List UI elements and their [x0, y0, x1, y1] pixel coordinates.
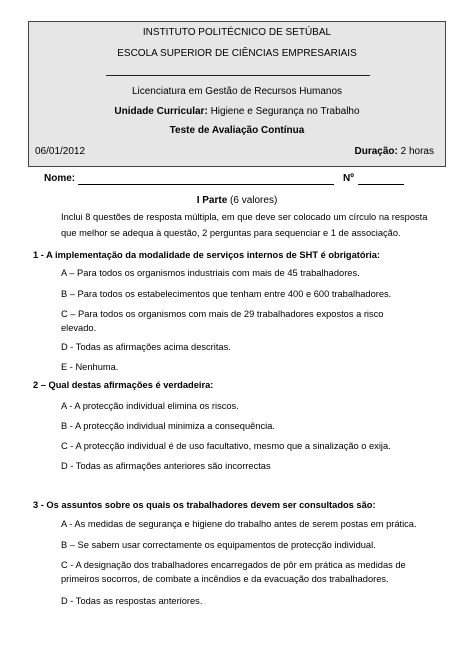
question-3-option-b[interactable]: B – Se sabem usar correctamente os equipamentos de protecção individual.: [61, 540, 376, 550]
question-3-option-a[interactable]: A - As medidas de segurança e higiene do trabalho antes de serem postas em prática.: [61, 519, 417, 529]
course-unit-label: Unidade Curricular:: [114, 106, 208, 117]
number-label: Nº: [343, 173, 354, 184]
question-1-option-e[interactable]: E - Nenhuma.: [61, 362, 119, 372]
school-name: ESCOLA SUPERIOR DE CIÊNCIAS EMPRESARIAIS: [117, 48, 357, 59]
part-title-label: I Parte: [196, 195, 228, 206]
intro-line-2: que melhor se adequa à questão, 2 perguntas para sequenciar e 1 de associação.: [61, 228, 401, 238]
question-1-option-c-line-1: C – Para todos os organismos com mais de 29 trabalhadores expostos a risco: [61, 309, 384, 319]
exam-date: 06/01/2012: [35, 146, 86, 157]
question-3-text: 3 - Os assuntos sobre os quais os trabalhadores devem ser consultados são:: [33, 500, 376, 510]
course-unit: [0, 106, 474, 117]
question-1-option-d[interactable]: D - Todas as afirmações acima descritas.: [61, 342, 231, 352]
part-title: [0, 195, 474, 206]
institution-name: INSTITUTO POLITÉCNICO DE SETÚBAL: [142, 27, 332, 38]
question-1-option-a[interactable]: A – Para todos os organismos industriais com mais de 45 trabalhadores.: [61, 268, 360, 278]
question-2-option-b[interactable]: B - A protecção individual minimiza a consequência.: [61, 421, 275, 431]
question-3-option-d[interactable]: D - Todas as respostas anteriores.: [61, 596, 203, 606]
header-divider: [106, 75, 370, 76]
exam-title: Teste de Avaliação Contínua: [169, 125, 305, 136]
question-3-option-c-line-1: C - A designação dos trabalhadores encarregados de pôr em prática as medidas de: [61, 560, 406, 570]
question-1-option-b[interactable]: B – Para todos os estabelecimentos que tenham entre 400 e 600 trabalhadores.: [61, 289, 392, 299]
question-2-option-c[interactable]: C - A protecção individual é de uso facultativo, mesmo que a sinalização o exija.: [61, 441, 391, 451]
intro-line-1: Inclui 8 questões de resposta múltipla, em que deve ser colocado um círculo na resposta: [61, 212, 428, 222]
degree-name: Licenciatura em Gestão de Recursos Humanos: [131, 86, 343, 97]
question-2-text: 2 – Qual destas afirmações é verdadeira:: [33, 380, 214, 390]
question-1-option-c[interactable]: [61, 309, 383, 333]
question-3-option-c[interactable]: [61, 560, 406, 584]
duration-label: Duração:: [354, 146, 398, 157]
exam-duration: [355, 146, 435, 157]
course-unit-value: Higiene e Segurança no Trabalho: [210, 106, 360, 117]
question-2-option-a[interactable]: A - A protecção individual elimina os riscos.: [61, 401, 239, 411]
name-label: Nome:: [44, 173, 76, 184]
question-2-option-d[interactable]: D - Todas as afirmações anteriores são incorrectas: [61, 461, 271, 471]
question-1-option-c-line-2: elevado.: [61, 323, 97, 333]
name-field-line[interactable]: [78, 184, 334, 185]
number-field-line[interactable]: [358, 184, 404, 185]
question-3-option-c-line-2: primeiros socorros, de combate a incêndios e da evacuação dos trabalhadores.: [61, 574, 389, 584]
question-1-text: 1 - A implementação da modalidade de serviços internos de SHT é obrigatória:: [33, 250, 380, 260]
duration-value: 2 horas: [400, 146, 434, 157]
part-points: (6 valores): [230, 195, 278, 206]
